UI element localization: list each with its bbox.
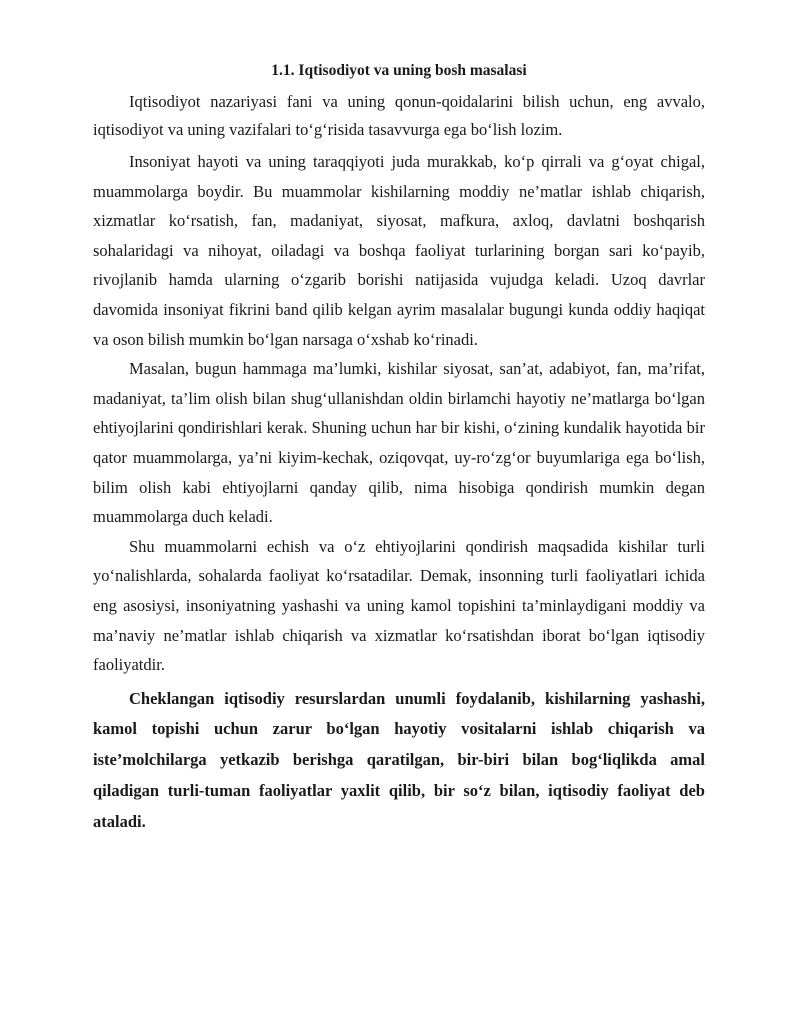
paragraph-problems: Insoniyat hayoti va uning taraqqiyoti juda murakkab, ko‘p qirrali va g‘oyat chigal, muammolarga boydir. Bu muammolar kishilarning moddiy ne’matlar ishlab chiqarish, xizmatlar ko‘rsatish, fan, madaniyat, siyosat, mafkura, axloq, davlatni boshqarish sohalaridagi va nihoyat, oiladagi va boshqa faoliyat turlarining borgan sari ko‘payib, rivojlanib hamda ularning o‘zgarib borishi natijasida vujudga keladi. Uzoq davrlar davomida insoniyat fikrini band qilib kelgan ayrim masalalar bugungi kunda oddiy haqiqat va oson bilish mumkin bo‘lgan narsaga o‘xshab ko‘rinadi. xyxy=(93,152,705,349)
paragraph-needs: Masalan, bugun hammaga ma’lumki, kishilar siyosat, san’at, adabiyot, fan, ma’rifat, madaniyat, ta’lim olish bilan shug‘ullanishdan oldin birlamchi hayotiy ne’matlarga bo‘lgan ehtiyojlarini qondirishlari kerak. Shuning uchun har bir kishi, o‘zining kundalik hayotida bir qator muammolarga, ya’ni kiyim-kechak, oziqovqat, uy-ro‘zg‘or buyumlariga ega bo‘lish, bilim olish kabi ehtiyojlarni qanday qilib, nima hisobiga qondirish mumkin degan muammolarga duch keladi. xyxy=(93,359,705,527)
paragraph-intro: Iqtisodiyot nazariyasi fani va uning qonun-qoidalarini bilish uchun, eng avvalo, iqtisodiyot va uning vazifalari to‘g‘risida tasavvurga ega bo‘lish lozim. xyxy=(93,92,705,139)
paragraph-definition: Cheklangan iqtisodiy resurslardan unumli foydalanib, kishilarning yashashi, kamol topishi uchun zarur bo‘lgan hayotiy vositalarni ishlab chiqarish va iste’molchilarga yetkazib berishga qaratilgan, bir-biri bilan bog‘liqlikda amal qiladigan turli-tuman faoliyatlar yaxlit qilib, bir so‘z bilan, iqtisodiy faoliyat deb ataladi. xyxy=(93,688,705,831)
section-title: 1.1. Iqtisodiyot va uning bosh masalasi xyxy=(271,62,527,79)
document-page xyxy=(93,60,705,838)
paragraph-activity: Shu muammolarni echish va o‘z ehtiyojlarini qondirish maqsadida kishilar turli yo‘nalishlarda, sohalarda faoliyat ko‘rsatadilar. Demak, insonning turli faoliyatlari ichida eng asosiysi, insoniyatning yashashi va uning kamol topishini ta’minlaydigani moddiy va ma’naviy ne’matlar ishlab chiqarish va xizmatlar ko‘rsatishdan iborat bo‘lgan iqtisodiy faoliyatdir. xyxy=(93,536,705,675)
